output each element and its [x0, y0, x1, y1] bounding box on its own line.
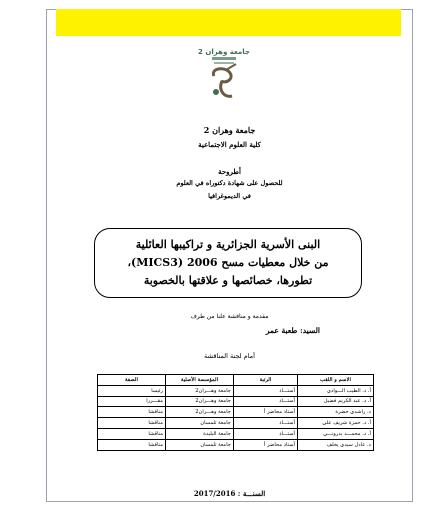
member-name: د. عادل سيدي يخلف	[298, 439, 374, 450]
jury-heading: أمام لجنة المناقشة	[204, 352, 255, 360]
table-row	[98, 428, 374, 439]
member-institution: جامعة وهـــران2	[166, 396, 234, 407]
table-row	[98, 407, 374, 418]
title-line-3: تطورها، خصائصها و علاقتها بالخصوبة	[143, 274, 313, 287]
member-rank: أستـــاذ	[234, 385, 298, 396]
thesis-type: أطروحة	[218, 167, 241, 176]
header-name: الاسم و اللقب	[298, 375, 374, 386]
table-row	[98, 385, 374, 396]
member-institution: جامعة البليدة	[166, 428, 234, 439]
title-line-1: البنى الأسرية الجزائرية و تراكيبها العائلية	[135, 238, 321, 251]
member-rank: أستـــاذ	[234, 428, 298, 439]
member-rank: أستاذ محاضر أ	[234, 407, 298, 418]
prepared-by: مقدمة و مناقشة علنا من طرف	[190, 313, 269, 320]
degree-line: للحصول على شهادة دكتوراه في العلوم	[176, 179, 283, 187]
member-institution: جامعة تلمسان	[166, 418, 234, 429]
member-role: مناقشا	[98, 428, 166, 439]
table-row	[98, 418, 374, 429]
member-name: أ. د. محمـــد بدرونـــي	[298, 428, 374, 439]
logo-text: جامعة وهران 2	[198, 48, 250, 56]
university-name: جامعة وهران 2	[203, 125, 256, 135]
member-institution: جامعة وهـــران2	[166, 385, 234, 396]
header-color-band	[56, 9, 401, 36]
academic-year: السنـــة : 2017/2016	[193, 489, 266, 498]
thesis-title-box	[94, 228, 362, 298]
member-institution: جامعة تلمسان	[166, 439, 234, 450]
member-institution: جامعة وهـــران2	[166, 407, 234, 418]
university-logo-icon	[196, 46, 252, 104]
header-institution: المؤسسة الأصلية	[166, 375, 234, 386]
member-role: مناقشا	[98, 418, 166, 429]
member-role: مناقشا	[98, 439, 166, 450]
member-rank: أستـــاذ	[234, 418, 298, 429]
table-row	[98, 439, 374, 450]
jury-table-header	[98, 375, 374, 386]
field-line: في الديموغرافيا	[208, 192, 251, 200]
member-role: مقـــررا	[98, 396, 166, 407]
jury-table	[97, 374, 374, 451]
member-name: أ. د. الطيب الـــوادي	[298, 385, 374, 396]
member-name: د. راشدي خضرة	[298, 407, 374, 418]
table-row	[98, 396, 374, 407]
member-name: أ. د. حمزة شريف علي	[298, 418, 374, 429]
member-rank: أستـــاذ	[234, 396, 298, 407]
member-name: أ. د. عبد الكريم فضيل	[298, 396, 374, 407]
faculty-name: كلية العلوم الاجتماعية	[198, 140, 261, 149]
title-line-2: من خلال معطيات مسح 2006 (MICS3)،	[127, 256, 329, 269]
header-role: الصفة	[98, 375, 166, 386]
student-name: السيد: طعبة عمر	[265, 326, 320, 335]
member-rank: أستاذ محاضر أ	[234, 439, 298, 450]
member-role: مناقشا	[98, 407, 166, 418]
member-role: رئيسا	[98, 385, 166, 396]
header-rank: الرتبة	[234, 375, 298, 386]
